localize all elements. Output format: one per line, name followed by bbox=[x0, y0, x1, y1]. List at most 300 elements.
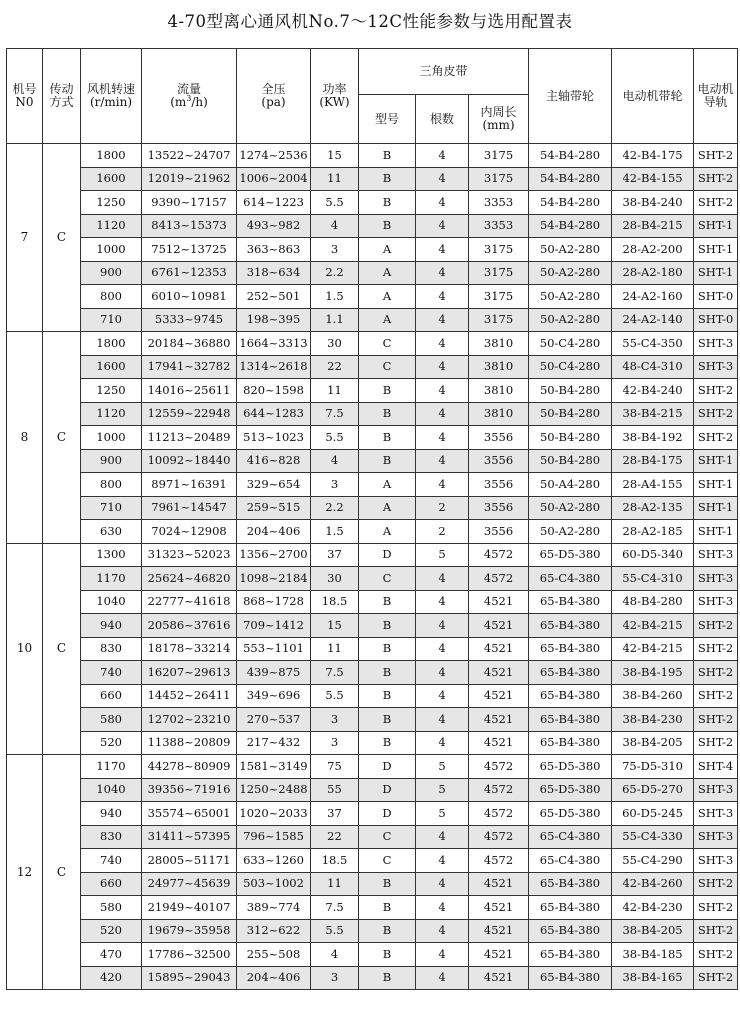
flow-cell: 12019~21962 bbox=[142, 167, 237, 191]
header-rail: 电动机 导轨 bbox=[694, 49, 738, 144]
pressure-cell: 513~1023 bbox=[237, 426, 311, 450]
belt-count-cell: 4 bbox=[416, 943, 469, 967]
header-drive: 传动 方式 bbox=[43, 49, 81, 144]
header-belt-group: 三角皮带 bbox=[359, 49, 529, 95]
belt-length-cell: 3810 bbox=[469, 402, 529, 426]
rail-cell: SHT-2 bbox=[694, 966, 738, 990]
rail-cell: SHT-1 bbox=[694, 473, 738, 497]
rail-cell: SHT-3 bbox=[694, 590, 738, 614]
spindle-pulley-cell: 50-A2-280 bbox=[529, 520, 612, 544]
spindle-pulley-cell: 50-A2-280 bbox=[529, 285, 612, 309]
flow-cell: 28005~51171 bbox=[142, 849, 237, 873]
belt-length-cell: 3556 bbox=[469, 473, 529, 497]
pressure-cell: 1250~2488 bbox=[237, 778, 311, 802]
flow-cell: 6010~10981 bbox=[142, 285, 237, 309]
pressure-cell: 1006~2004 bbox=[237, 167, 311, 191]
flow-cell: 16207~29613 bbox=[142, 661, 237, 685]
pressure-cell: 363~863 bbox=[237, 238, 311, 262]
motor-pulley-cell: 42-B4-230 bbox=[612, 896, 694, 920]
header-flow: 流量 $(m^3/h)$ bbox=[142, 49, 237, 144]
power-cell: 2.2 bbox=[311, 496, 359, 520]
motor-pulley-cell: 42-B4-260 bbox=[612, 872, 694, 896]
flow-cell: 44278~80909 bbox=[142, 755, 237, 779]
belt-type-cell: B bbox=[359, 402, 416, 426]
pressure-cell: 1274~2536 bbox=[237, 144, 311, 168]
belt-type-cell: B bbox=[359, 426, 416, 450]
model-cell: 8 bbox=[7, 332, 43, 544]
motor-pulley-cell: 55-C4-330 bbox=[612, 825, 694, 849]
motor-pulley-cell: 28-A2-180 bbox=[612, 261, 694, 285]
table-row bbox=[7, 590, 738, 614]
flow-cell: 17786~32500 bbox=[142, 943, 237, 967]
pressure-cell: 439~875 bbox=[237, 661, 311, 685]
belt-length-cell: 4572 bbox=[469, 567, 529, 591]
power-cell: 18.5 bbox=[311, 590, 359, 614]
belt-length-cell: 4521 bbox=[469, 590, 529, 614]
spindle-pulley-cell: 50-A2-280 bbox=[529, 238, 612, 262]
table-row bbox=[7, 731, 738, 755]
table-row bbox=[7, 919, 738, 943]
power-cell: 11 bbox=[311, 167, 359, 191]
motor-pulley-cell: 28-B4-175 bbox=[612, 449, 694, 473]
belt-length-cell: 3175 bbox=[469, 308, 529, 332]
table-row bbox=[7, 144, 738, 168]
power-cell: 11 bbox=[311, 872, 359, 896]
table-row bbox=[7, 426, 738, 450]
belt-length-cell: 3353 bbox=[469, 214, 529, 238]
spindle-pulley-cell: 65-B4-380 bbox=[529, 614, 612, 638]
flow-cell: 14016~25611 bbox=[142, 379, 237, 403]
belt-length-cell: 4521 bbox=[469, 708, 529, 732]
speed-cell: 830 bbox=[81, 637, 142, 661]
power-cell: 30 bbox=[311, 567, 359, 591]
rail-cell: SHT-4 bbox=[694, 755, 738, 779]
rail-cell: SHT-3 bbox=[694, 825, 738, 849]
spindle-pulley-cell: 54-B4-280 bbox=[529, 214, 612, 238]
pressure-cell: 553~1101 bbox=[237, 637, 311, 661]
table-row bbox=[7, 802, 738, 826]
belt-type-cell: A bbox=[359, 308, 416, 332]
belt-type-cell: C bbox=[359, 849, 416, 873]
pressure-cell: 259~515 bbox=[237, 496, 311, 520]
header-pressure: 全压 (pa) bbox=[237, 49, 311, 144]
header-speed: 风机转速 (r/min) bbox=[81, 49, 142, 144]
rail-cell: SHT-2 bbox=[694, 402, 738, 426]
rail-cell: SHT-2 bbox=[694, 426, 738, 450]
table-row bbox=[7, 825, 738, 849]
belt-type-cell: B bbox=[359, 614, 416, 638]
belt-length-cell: 3810 bbox=[469, 332, 529, 356]
drive-cell: C bbox=[43, 755, 81, 990]
belt-count-cell: 4 bbox=[416, 332, 469, 356]
table-row bbox=[7, 191, 738, 215]
belt-count-cell: 4 bbox=[416, 567, 469, 591]
belt-count-cell: 4 bbox=[416, 379, 469, 403]
speed-cell: 940 bbox=[81, 802, 142, 826]
table-row bbox=[7, 520, 738, 544]
flow-cell: 6761~12353 bbox=[142, 261, 237, 285]
rail-cell: SHT-2 bbox=[694, 661, 738, 685]
belt-count-cell: 5 bbox=[416, 778, 469, 802]
spindle-pulley-cell: 65-C4-380 bbox=[529, 825, 612, 849]
table-row bbox=[7, 214, 738, 238]
belt-type-cell: B bbox=[359, 896, 416, 920]
power-cell: 1.5 bbox=[311, 285, 359, 309]
motor-pulley-cell: 38-B4-260 bbox=[612, 684, 694, 708]
power-cell: 1.5 bbox=[311, 520, 359, 544]
spindle-pulley-cell: 65-D5-380 bbox=[529, 802, 612, 826]
pressure-cell: 633~1260 bbox=[237, 849, 311, 873]
model-cell: 12 bbox=[7, 755, 43, 990]
belt-length-cell: 4521 bbox=[469, 966, 529, 990]
spindle-pulley-cell: 65-B4-380 bbox=[529, 637, 612, 661]
speed-cell: 1250 bbox=[81, 379, 142, 403]
power-cell: 75 bbox=[311, 755, 359, 779]
spindle-pulley-cell: 65-B4-380 bbox=[529, 943, 612, 967]
belt-length-cell: 4521 bbox=[469, 614, 529, 638]
belt-type-cell: B bbox=[359, 966, 416, 990]
flow-cell: 18178~33214 bbox=[142, 637, 237, 661]
belt-type-cell: C bbox=[359, 825, 416, 849]
rail-cell: SHT-1 bbox=[694, 261, 738, 285]
speed-cell: 710 bbox=[81, 496, 142, 520]
table-row bbox=[7, 543, 738, 567]
belt-type-cell: B bbox=[359, 919, 416, 943]
spindle-pulley-cell: 65-B4-380 bbox=[529, 684, 612, 708]
belt-length-cell: 4521 bbox=[469, 637, 529, 661]
power-cell: 7.5 bbox=[311, 896, 359, 920]
rail-cell: SHT-1 bbox=[694, 449, 738, 473]
belt-count-cell: 2 bbox=[416, 496, 469, 520]
flow-cell: 9390~17157 bbox=[142, 191, 237, 215]
motor-pulley-cell: 28-A2-200 bbox=[612, 238, 694, 262]
pressure-cell: 217~432 bbox=[237, 731, 311, 755]
speed-cell: 630 bbox=[81, 520, 142, 544]
belt-type-cell: B bbox=[359, 214, 416, 238]
belt-length-cell: 3175 bbox=[469, 261, 529, 285]
spindle-pulley-cell: 54-B4-280 bbox=[529, 144, 612, 168]
flow-cell: 20184~36880 bbox=[142, 332, 237, 356]
rail-cell: SHT-0 bbox=[694, 285, 738, 309]
power-cell: 3 bbox=[311, 238, 359, 262]
table-row bbox=[7, 966, 738, 990]
flow-cell: 20586~37616 bbox=[142, 614, 237, 638]
flow-cell: 12559~22948 bbox=[142, 402, 237, 426]
belt-count-cell: 5 bbox=[416, 755, 469, 779]
belt-count-cell: 4 bbox=[416, 238, 469, 262]
flow-cell: 39356~71916 bbox=[142, 778, 237, 802]
belt-length-cell: 3175 bbox=[469, 167, 529, 191]
belt-count-cell: 4 bbox=[416, 167, 469, 191]
pressure-cell: 1356~2700 bbox=[237, 543, 311, 567]
belt-length-cell: 3175 bbox=[469, 285, 529, 309]
spindle-pulley-cell: 65-B4-380 bbox=[529, 872, 612, 896]
header-motor-pulley: 电动机带轮 bbox=[612, 49, 694, 144]
spindle-pulley-cell: 50-A2-280 bbox=[529, 496, 612, 520]
table-row bbox=[7, 238, 738, 262]
motor-pulley-cell: 28-A2-135 bbox=[612, 496, 694, 520]
belt-type-cell: A bbox=[359, 520, 416, 544]
belt-length-cell: 4521 bbox=[469, 872, 529, 896]
spindle-pulley-cell: 50-B4-280 bbox=[529, 379, 612, 403]
flow-cell: 17941~32782 bbox=[142, 355, 237, 379]
belt-length-cell: 3556 bbox=[469, 426, 529, 450]
spindle-pulley-cell: 50-B4-280 bbox=[529, 402, 612, 426]
speed-cell: 420 bbox=[81, 966, 142, 990]
belt-length-cell: 4572 bbox=[469, 825, 529, 849]
pressure-cell: 255~508 bbox=[237, 943, 311, 967]
motor-pulley-cell: 38-B4-240 bbox=[612, 191, 694, 215]
belt-type-cell: B bbox=[359, 590, 416, 614]
pressure-cell: 312~622 bbox=[237, 919, 311, 943]
belt-type-cell: A bbox=[359, 496, 416, 520]
spindle-pulley-cell: 65-D5-380 bbox=[529, 543, 612, 567]
spindle-pulley-cell: 65-B4-380 bbox=[529, 590, 612, 614]
motor-pulley-cell: 60-D5-245 bbox=[612, 802, 694, 826]
belt-length-cell: 3556 bbox=[469, 449, 529, 473]
speed-cell: 900 bbox=[81, 261, 142, 285]
power-cell: 1.1 bbox=[311, 308, 359, 332]
rail-cell: SHT-3 bbox=[694, 567, 738, 591]
belt-type-cell: B bbox=[359, 661, 416, 685]
rail-cell: SHT-2 bbox=[694, 684, 738, 708]
pressure-cell: 318~634 bbox=[237, 261, 311, 285]
power-cell: 3 bbox=[311, 731, 359, 755]
table-header bbox=[7, 49, 738, 144]
power-cell: 55 bbox=[311, 778, 359, 802]
spindle-pulley-cell: 50-A2-280 bbox=[529, 261, 612, 285]
header-belt-type: 型号 bbox=[359, 95, 416, 144]
belt-count-cell: 4 bbox=[416, 308, 469, 332]
rail-cell: SHT-2 bbox=[694, 731, 738, 755]
power-cell: 4 bbox=[311, 214, 359, 238]
belt-type-cell: B bbox=[359, 144, 416, 168]
spindle-pulley-cell: 65-B4-380 bbox=[529, 731, 612, 755]
flow-cell: 24977~45639 bbox=[142, 872, 237, 896]
speed-cell: 1800 bbox=[81, 332, 142, 356]
table-row bbox=[7, 261, 738, 285]
belt-count-cell: 4 bbox=[416, 661, 469, 685]
power-cell: 15 bbox=[311, 614, 359, 638]
power-cell: 22 bbox=[311, 355, 359, 379]
motor-pulley-cell: 65-D5-270 bbox=[612, 778, 694, 802]
belt-length-cell: 3556 bbox=[469, 496, 529, 520]
power-cell: 2.2 bbox=[311, 261, 359, 285]
belt-count-cell: 4 bbox=[416, 896, 469, 920]
table-row bbox=[7, 332, 738, 356]
motor-pulley-cell: 28-A2-185 bbox=[612, 520, 694, 544]
rail-cell: SHT-3 bbox=[694, 543, 738, 567]
rail-cell: SHT-3 bbox=[694, 778, 738, 802]
pressure-cell: 820~1598 bbox=[237, 379, 311, 403]
model-cell: 10 bbox=[7, 543, 43, 755]
table-row bbox=[7, 684, 738, 708]
power-cell: 3 bbox=[311, 966, 359, 990]
rail-cell: SHT-3 bbox=[694, 355, 738, 379]
belt-count-cell: 4 bbox=[416, 825, 469, 849]
rail-cell: SHT-2 bbox=[694, 614, 738, 638]
spindle-pulley-cell: 50-B4-280 bbox=[529, 426, 612, 450]
belt-length-cell: 3556 bbox=[469, 520, 529, 544]
rail-cell: SHT-1 bbox=[694, 214, 738, 238]
table-row bbox=[7, 896, 738, 920]
belt-length-cell: 4521 bbox=[469, 896, 529, 920]
belt-type-cell: B bbox=[359, 379, 416, 403]
flow-cell: 8971~16391 bbox=[142, 473, 237, 497]
spindle-pulley-cell: 65-C4-380 bbox=[529, 567, 612, 591]
belt-length-cell: 4572 bbox=[469, 778, 529, 802]
belt-count-cell: 5 bbox=[416, 802, 469, 826]
motor-pulley-cell: 38-B4-205 bbox=[612, 731, 694, 755]
pressure-cell: 349~696 bbox=[237, 684, 311, 708]
flow-cell: 22777~41618 bbox=[142, 590, 237, 614]
pressure-cell: 252~501 bbox=[237, 285, 311, 309]
flow-cell: 11388~20809 bbox=[142, 731, 237, 755]
belt-count-cell: 4 bbox=[416, 426, 469, 450]
rail-cell: SHT-2 bbox=[694, 896, 738, 920]
belt-type-cell: B bbox=[359, 731, 416, 755]
speed-cell: 1300 bbox=[81, 543, 142, 567]
speed-cell: 800 bbox=[81, 285, 142, 309]
pressure-cell: 614~1223 bbox=[237, 191, 311, 215]
speed-cell: 580 bbox=[81, 708, 142, 732]
rail-cell: SHT-2 bbox=[694, 144, 738, 168]
table-row bbox=[7, 496, 738, 520]
drive-cell: C bbox=[43, 332, 81, 544]
power-cell: 37 bbox=[311, 543, 359, 567]
pressure-cell: 329~654 bbox=[237, 473, 311, 497]
pressure-cell: 389~774 bbox=[237, 896, 311, 920]
belt-type-cell: B bbox=[359, 708, 416, 732]
power-cell: 5.5 bbox=[311, 426, 359, 450]
table-row bbox=[7, 661, 738, 685]
table-row bbox=[7, 637, 738, 661]
flow-cell: 10092~18440 bbox=[142, 449, 237, 473]
belt-count-cell: 4 bbox=[416, 872, 469, 896]
belt-type-cell: B bbox=[359, 449, 416, 473]
belt-length-cell: 3175 bbox=[469, 144, 529, 168]
motor-pulley-cell: 24-A2-160 bbox=[612, 285, 694, 309]
pressure-cell: 644~1283 bbox=[237, 402, 311, 426]
rail-cell: SHT-1 bbox=[694, 520, 738, 544]
pressure-cell: 493~982 bbox=[237, 214, 311, 238]
power-cell: 3 bbox=[311, 473, 359, 497]
page-title: 4-70型离心通风机No.7～12C性能参数与选用配置表 bbox=[167, 12, 573, 31]
speed-cell: 740 bbox=[81, 849, 142, 873]
belt-count-cell: 4 bbox=[416, 191, 469, 215]
speed-cell: 830 bbox=[81, 825, 142, 849]
motor-pulley-cell: 48-C4-310 bbox=[612, 355, 694, 379]
belt-type-cell: A bbox=[359, 473, 416, 497]
speed-cell: 1170 bbox=[81, 567, 142, 591]
table-row bbox=[7, 778, 738, 802]
spindle-pulley-cell: 65-B4-380 bbox=[529, 708, 612, 732]
table-body bbox=[7, 144, 738, 990]
motor-pulley-cell: 42-B4-240 bbox=[612, 379, 694, 403]
rail-cell: SHT-2 bbox=[694, 872, 738, 896]
flow-cell: 25624~46820 bbox=[142, 567, 237, 591]
belt-length-cell: 4521 bbox=[469, 919, 529, 943]
motor-pulley-cell: 42-B4-155 bbox=[612, 167, 694, 191]
spindle-pulley-cell: 50-A2-280 bbox=[529, 308, 612, 332]
belt-length-cell: 4572 bbox=[469, 849, 529, 873]
rail-cell: SHT-2 bbox=[694, 708, 738, 732]
belt-count-cell: 4 bbox=[416, 614, 469, 638]
flow-cell: 14452~26411 bbox=[142, 684, 237, 708]
table-row bbox=[7, 449, 738, 473]
speed-cell: 660 bbox=[81, 684, 142, 708]
motor-pulley-cell: 38-B4-165 bbox=[612, 966, 694, 990]
pressure-cell: 796~1585 bbox=[237, 825, 311, 849]
belt-length-cell: 3810 bbox=[469, 379, 529, 403]
speed-cell: 1000 bbox=[81, 238, 142, 262]
power-cell: 11 bbox=[311, 637, 359, 661]
table-row bbox=[7, 943, 738, 967]
pressure-cell: 204~406 bbox=[237, 520, 311, 544]
belt-count-cell: 4 bbox=[416, 285, 469, 309]
belt-count-cell: 4 bbox=[416, 261, 469, 285]
power-cell: 5.5 bbox=[311, 919, 359, 943]
belt-length-cell: 4521 bbox=[469, 731, 529, 755]
pressure-cell: 1664~3313 bbox=[237, 332, 311, 356]
power-cell: 15 bbox=[311, 144, 359, 168]
speed-cell: 1800 bbox=[81, 144, 142, 168]
rail-cell: SHT-3 bbox=[694, 332, 738, 356]
motor-pulley-cell: 38-B4-230 bbox=[612, 708, 694, 732]
belt-type-cell: A bbox=[359, 238, 416, 262]
spindle-pulley-cell: 50-C4-280 bbox=[529, 332, 612, 356]
speed-cell: 1600 bbox=[81, 355, 142, 379]
speed-cell: 470 bbox=[81, 943, 142, 967]
speed-cell: 710 bbox=[81, 308, 142, 332]
flow-cell: 15895~29043 bbox=[142, 966, 237, 990]
power-cell: 3 bbox=[311, 708, 359, 732]
spindle-pulley-cell: 50-B4-280 bbox=[529, 449, 612, 473]
belt-type-cell: B bbox=[359, 943, 416, 967]
motor-pulley-cell: 55-C4-310 bbox=[612, 567, 694, 591]
rail-cell: SHT-0 bbox=[694, 308, 738, 332]
model-cell: 7 bbox=[7, 144, 43, 332]
belt-type-cell: B bbox=[359, 191, 416, 215]
speed-cell: 1170 bbox=[81, 755, 142, 779]
flow-cell: 35574~65001 bbox=[142, 802, 237, 826]
table-row bbox=[7, 308, 738, 332]
speed-cell: 1040 bbox=[81, 778, 142, 802]
motor-pulley-cell: 42-B4-215 bbox=[612, 614, 694, 638]
spindle-pulley-cell: 65-D5-380 bbox=[529, 778, 612, 802]
spindle-pulley-cell: 50-A4-280 bbox=[529, 473, 612, 497]
belt-count-cell: 5 bbox=[416, 543, 469, 567]
belt-count-cell: 4 bbox=[416, 966, 469, 990]
drive-cell: C bbox=[43, 144, 81, 332]
flow-cell: 7024~12908 bbox=[142, 520, 237, 544]
power-cell: 37 bbox=[311, 802, 359, 826]
motor-pulley-cell: 38-B4-215 bbox=[612, 402, 694, 426]
belt-type-cell: A bbox=[359, 261, 416, 285]
table-row bbox=[7, 614, 738, 638]
pressure-cell: 503~1002 bbox=[237, 872, 311, 896]
belt-type-cell: D bbox=[359, 755, 416, 779]
fan-spec-table bbox=[6, 48, 738, 990]
belt-type-cell: D bbox=[359, 778, 416, 802]
belt-type-cell: A bbox=[359, 285, 416, 309]
motor-pulley-cell: 75-D5-310 bbox=[612, 755, 694, 779]
motor-pulley-cell: 55-C4-290 bbox=[612, 849, 694, 873]
belt-count-cell: 4 bbox=[416, 919, 469, 943]
flow-cell: 31411~57395 bbox=[142, 825, 237, 849]
flow-cell: 11213~20489 bbox=[142, 426, 237, 450]
motor-pulley-cell: 38-B4-205 bbox=[612, 919, 694, 943]
